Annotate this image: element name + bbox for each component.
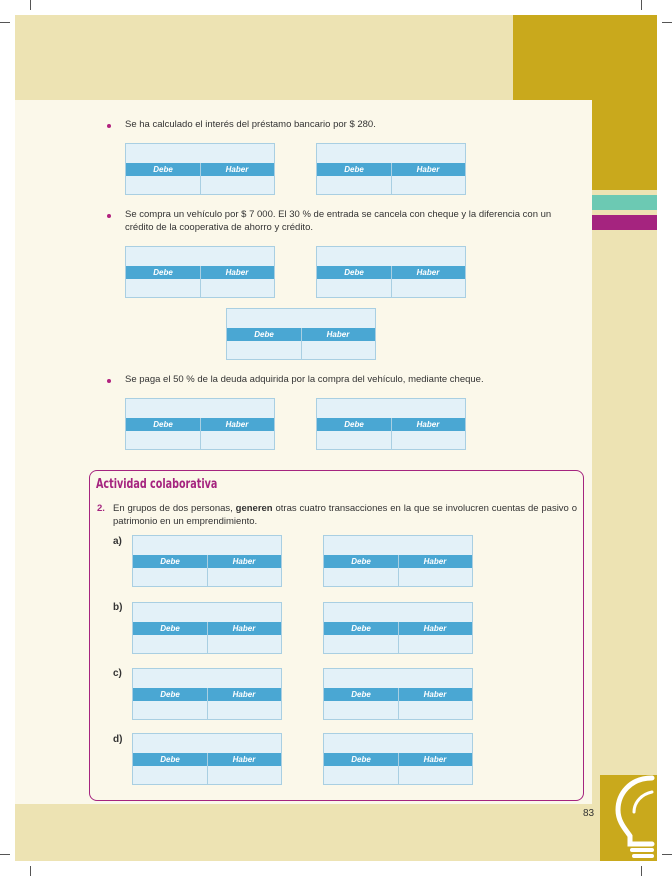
debe-header: Debe — [344, 420, 364, 429]
crop-mark — [30, 0, 31, 10]
debe-header: Debe — [160, 690, 180, 699]
crop-mark — [30, 866, 31, 876]
haber-header: Haber — [423, 755, 447, 764]
debe-header: Debe — [160, 624, 180, 633]
t-account-table — [323, 535, 473, 587]
debe-header: Debe — [351, 557, 371, 566]
t-account-table — [132, 668, 282, 720]
bullet-text: Se compra un vehículo por $ 7 000. El 30 % de entrada se cancela con cheque y la diferencia con un crédito de la cooperativa de ahorro y crédito. — [125, 209, 552, 233]
t-account-table — [323, 668, 473, 720]
haber-header: Haber — [225, 165, 249, 174]
debe-header: Debe — [351, 624, 371, 633]
crop-mark — [641, 0, 642, 10]
debe-header: Debe — [153, 268, 173, 277]
crop-mark — [662, 22, 672, 23]
teal-tab — [592, 195, 657, 210]
haber-header: Haber — [423, 557, 447, 566]
debe-header: Debe — [351, 755, 371, 764]
t-account-table — [132, 733, 282, 785]
debe-header: Debe — [351, 690, 371, 699]
t-account-table — [316, 398, 466, 450]
bullet-text: Se paga el 50 % de la deuda adquirida por la compra del vehículo, mediante cheque. — [125, 374, 484, 385]
debe-header: Debe — [254, 330, 274, 339]
haber-header: Haber — [416, 165, 440, 174]
collaborative-activity-title: Actividad colaborativa — [96, 477, 218, 492]
bullet-text: Se ha calculado el interés del préstamo bancario por $ 280. — [125, 119, 376, 130]
t-account-table — [316, 143, 466, 195]
debe-header: Debe — [160, 755, 180, 764]
t-account-table — [323, 733, 473, 785]
debe-header: Debe — [160, 557, 180, 566]
haber-header: Haber — [423, 690, 447, 699]
haber-header: Haber — [225, 420, 249, 429]
bullet-marker — [107, 379, 111, 383]
t-account-table — [132, 602, 282, 654]
t-account-table — [226, 308, 376, 360]
haber-header: Haber — [416, 420, 440, 429]
debe-header: Debe — [153, 165, 173, 174]
haber-header: Haber — [232, 690, 256, 699]
haber-header: Haber — [232, 755, 256, 764]
haber-header: Haber — [232, 624, 256, 633]
crop-mark — [641, 866, 642, 876]
t-account-table — [125, 246, 275, 298]
debe-header: Debe — [153, 420, 173, 429]
haber-header: Haber — [416, 268, 440, 277]
haber-header: Haber — [232, 557, 256, 566]
exercise-instructions: En grupos de dos personas, generen otras cuatro transacciones en la que se involucren cuentas de pasivo o patrimonio en un emprendimiento. — [113, 503, 578, 527]
exercise-number: 2. — [97, 503, 105, 514]
crop-mark — [662, 854, 672, 855]
t-account-table — [316, 246, 466, 298]
t-account-table — [125, 398, 275, 450]
lightbulb-icon — [612, 770, 657, 860]
crop-mark — [0, 854, 10, 855]
debe-header: Debe — [344, 268, 364, 277]
bottom-decorative-band — [15, 804, 657, 861]
item-letter: d) — [113, 734, 123, 745]
bullet-marker — [107, 124, 111, 128]
haber-header: Haber — [326, 330, 350, 339]
t-account-table — [132, 535, 282, 587]
t-account-table — [323, 602, 473, 654]
item-letter: a) — [113, 536, 122, 547]
item-letter: c) — [113, 668, 122, 679]
page-number: 83 — [583, 808, 595, 819]
item-letter: b) — [113, 602, 123, 613]
bullet-marker — [107, 214, 111, 218]
t-account-table — [125, 143, 275, 195]
haber-header: Haber — [225, 268, 249, 277]
crop-mark — [0, 22, 10, 23]
magenta-tab — [592, 215, 657, 230]
haber-header: Haber — [423, 624, 447, 633]
debe-header: Debe — [344, 165, 364, 174]
